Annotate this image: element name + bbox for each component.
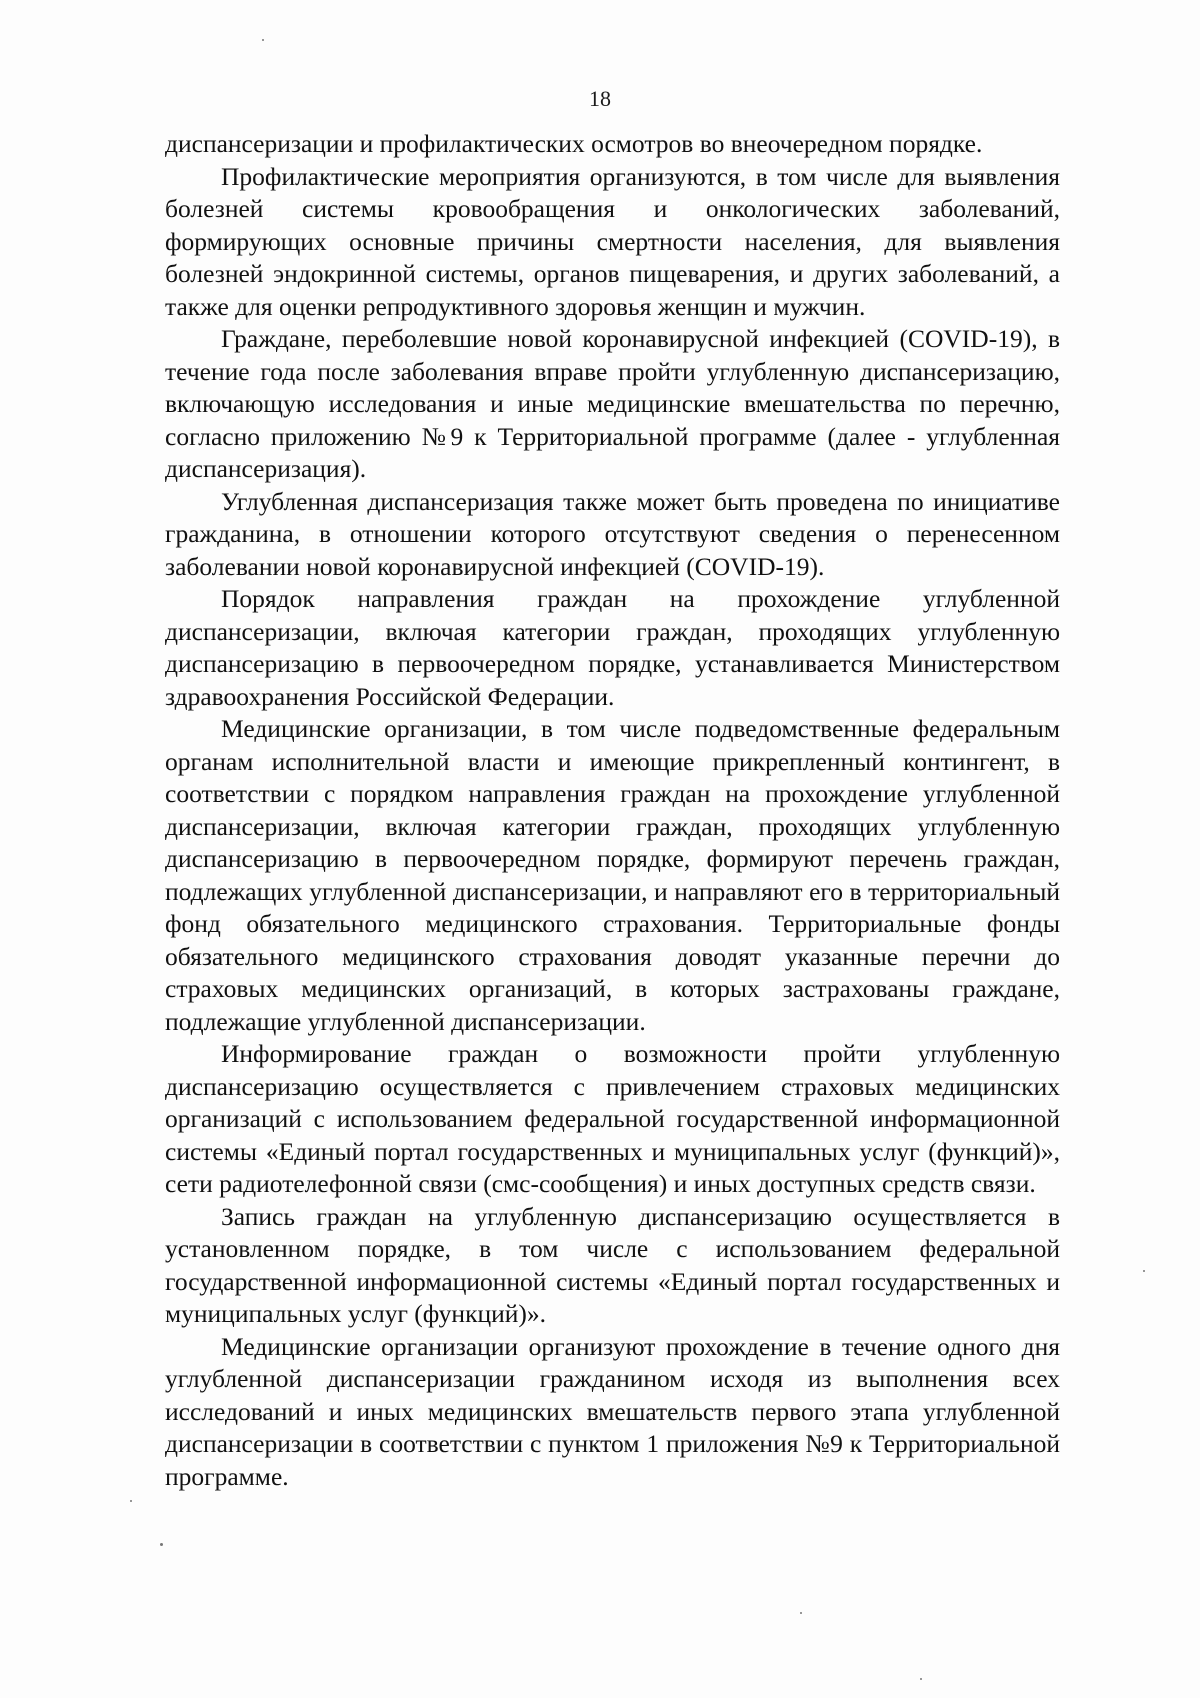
scan-speck <box>130 1500 132 1502</box>
paragraph-informing-citizens: Информирование граждан о возможности пройти углубленную диспансеризацию осуществляется с привлечением страховых медицинских организаций с использованием федеральной государственной информационной системы «Единый портал государственных и муниципальных услуг (функций)», сети радиотелефонной связи (смс-сообщения) и иных доступных средств связи. <box>165 1039 1060 1198</box>
scan-speck <box>160 1543 163 1546</box>
paragraph-citizen-initiative: Углубленная диспансеризация также может быть проведена по инициативе гражданина, в отношении которого отсутствуют сведения о перенесенном заболевании новой коронавирусной инфекцией (COVID-19). <box>165 486 1060 581</box>
scan-speck <box>1143 1270 1145 1272</box>
document-body <box>165 128 1060 1493</box>
scan-speck <box>262 39 264 41</box>
paragraph-continuation: диспансеризации и профилактических осмотров во внеочередном порядке. <box>165 129 983 158</box>
scan-speck <box>800 1612 802 1614</box>
paragraph-covid-recovered: Граждане, переболевшие новой коронавирусной инфекцией (COVID-19), в течение года после заболевания вправе пройти углубленную диспансеризацию, включающую исследования и иные медицинские вмешательства по перечню, согласно приложению №9 к Территориальной программе (далее - углубленная диспансеризация). <box>165 324 1060 483</box>
scan-speck <box>920 1678 922 1680</box>
page-number: 18 <box>589 86 611 111</box>
paragraph-prevention-measures: Профилактические мероприятия организуются, в том числе для выявления болезней системы кровообращения и онкологических заболеваний, формирующих основные причины смертности населения, для выявления болезней эндокринной системы, органов пищеварения, и других заболеваний, а также для оценки репродуктивного здоровья женщин и мужчин. <box>165 161 1060 321</box>
paragraph-one-day-examination: Медицинские организации организуют прохождение в течение одного дня углубленной диспансеризации гражданином исходя из выполнения всех исследований и иных медицинских вмешательств первого этапа углубленной диспансеризации в соответствии с пунктом 1 приложения №9 к Территориальной программе. <box>165 1331 1060 1491</box>
paragraph-appointment-registration: Запись граждан на углубленную диспансеризацию осуществляется в установленном порядке, в том числе с использованием федеральной государственной информационной системы «Единый портал государственных и муниципальных услуг (функций)». <box>165 1201 1060 1328</box>
paragraph-referral-procedure: Порядок направления граждан на прохождение углубленной диспансеризации, включая категории граждан, проходящих углубленную диспансеризацию в первоочередном порядке, устанавливается Министерством здравоохранения Российской Федерации. <box>165 584 1060 711</box>
paragraph-medical-organizations-lists: Медицинские организации, в том числе подведомственные федеральным органам исполнительной власти и имеющие прикрепленный контингент, в соответствии с порядком направления граждан на прохождение углубленной диспансеризации, включая категории граждан, проходящих углубленную диспансеризацию в первоочередном порядке, формируют перечень граждан, подлежащих углубленной диспансеризации, и направляют его в территориальный фонд обязательного медицинского страхования. Территориальные фонды обязательного медицинского страхования доводят указанные перечни до страховых медицинских организаций, в которых застрахованы граждане, подлежащие углубленной диспансеризации. <box>165 714 1060 1036</box>
